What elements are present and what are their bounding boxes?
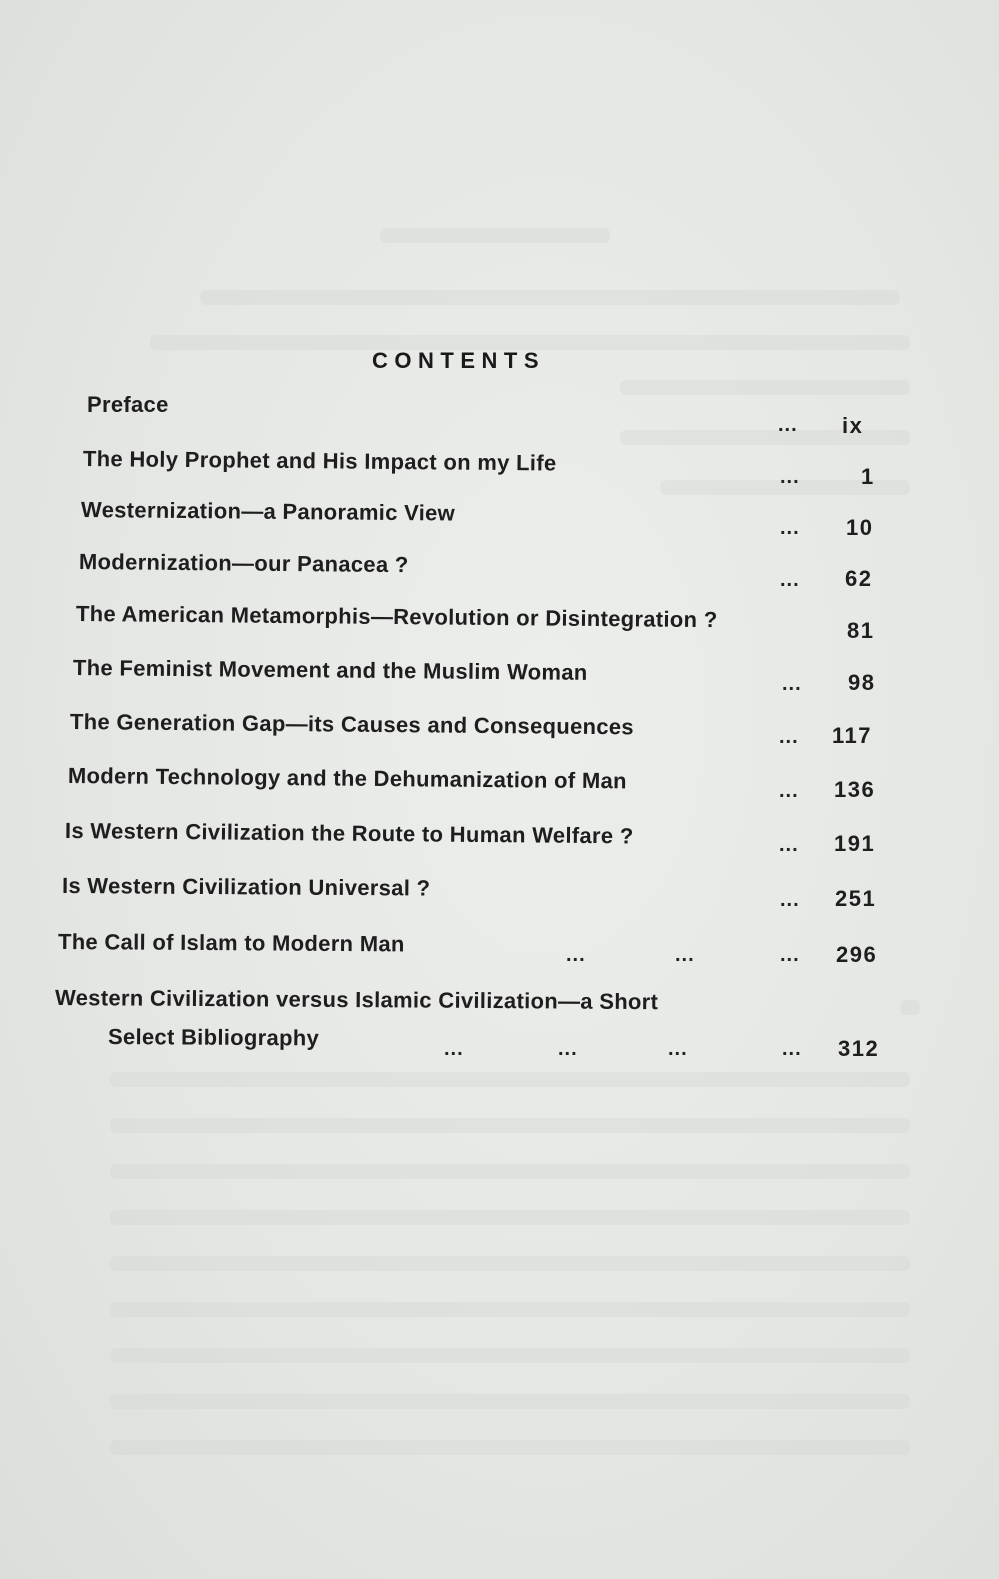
toc-entry-title: Modernization—our Panacea ?: [78, 549, 409, 578]
toc-entry-title: The Feminist Movement and the Muslim Woman: [72, 655, 588, 685]
toc-entry-title: Modern Technology and the Dehumanization of Man: [67, 763, 627, 794]
leader-dots: ...: [780, 944, 800, 966]
toc-entry-title: The Holy Prophet and His Impact on my Life: [82, 446, 557, 476]
toc-page-number: 312: [838, 1036, 880, 1061]
toc-entry-title: The American Metamorphis—Revolution or Disintegration ?: [75, 601, 718, 633]
leader-dots: ...: [779, 780, 799, 802]
toc-page-number: 81: [847, 618, 875, 643]
toc-page-number: 1: [861, 464, 875, 489]
toc-entry-title: Preface: [87, 392, 169, 417]
toc-page-number: 296: [836, 942, 878, 967]
toc-page-number: ix: [842, 413, 864, 438]
toc-page-number: 136: [834, 777, 876, 802]
leader-dots: ...: [566, 944, 586, 966]
toc-entry-title: Is Western Civilization Universal ?: [61, 873, 431, 901]
leader-dots: ...: [444, 1038, 464, 1060]
contents-heading: CONTENTS: [372, 348, 545, 373]
leader-dots: ...: [780, 889, 800, 911]
toc-entry-title: Western Civilization versus Islamic Civilization—a Short: [54, 985, 659, 1015]
toc-page-number: 117: [832, 723, 872, 748]
toc-entry-title: The Call of Islam to Modern Man: [57, 929, 405, 957]
toc-entry-title: The Generation Gap—its Causes and Consequences: [69, 709, 635, 740]
toc-page-number: 98: [848, 670, 876, 695]
toc-page-number: 191: [834, 831, 876, 856]
leader-dots: ...: [668, 1038, 688, 1060]
toc-page-number: 62: [845, 566, 873, 591]
toc-page-number: 10: [846, 515, 874, 540]
toc-entry-title: Is Western Civilization the Route to Human Welfare ?: [64, 818, 634, 849]
leader-dots: ...: [778, 414, 798, 436]
leader-dots: ...: [558, 1038, 578, 1060]
leader-dots: ...: [779, 726, 799, 748]
leader-dots: ...: [780, 517, 800, 539]
leader-dots: ...: [782, 673, 802, 695]
leader-dots: ...: [779, 834, 799, 856]
toc-entry-subtitle: Select Bibliography: [107, 1024, 320, 1051]
leader-dots: ...: [782, 1038, 802, 1060]
toc-page-number: 251: [835, 886, 877, 911]
toc-entry-title: Westernization—a Panoramic View: [80, 497, 456, 526]
leader-dots: ...: [780, 569, 800, 591]
leader-dots: ...: [675, 944, 695, 966]
leader-dots: ...: [780, 466, 800, 488]
